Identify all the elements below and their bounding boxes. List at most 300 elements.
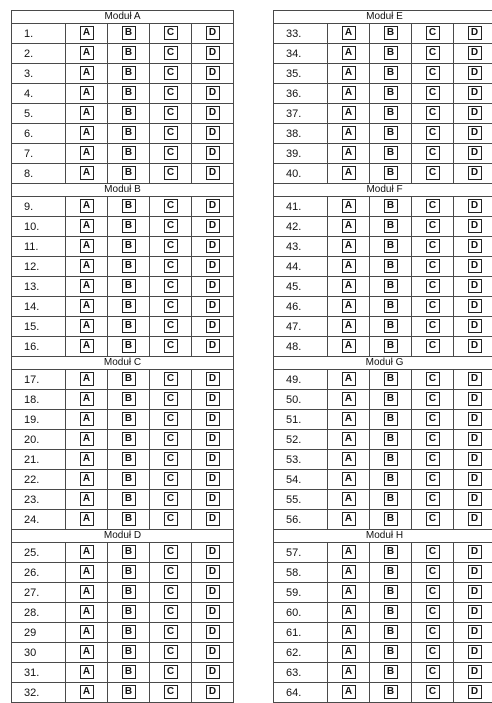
answer-option-d[interactable]: D	[468, 46, 482, 60]
answer-option-c[interactable]: C	[426, 585, 440, 599]
answer-option-a[interactable]: A	[342, 625, 356, 639]
answer-option-d[interactable]: D	[468, 472, 482, 486]
answer-option-b[interactable]: B	[122, 605, 136, 619]
answer-option-a[interactable]: A	[80, 46, 94, 60]
answer-option-b[interactable]: B	[122, 545, 136, 559]
answer-option-a[interactable]: A	[342, 412, 356, 426]
answer-option-d[interactable]: D	[206, 645, 220, 659]
answer-option-a[interactable]: A	[342, 472, 356, 486]
answer-option-c[interactable]: C	[426, 126, 440, 140]
question-number: 64.	[274, 683, 328, 703]
answer-option-d[interactable]: D	[206, 126, 220, 140]
answer-option-a[interactable]: A	[342, 645, 356, 659]
answer-option-b[interactable]: B	[384, 26, 398, 40]
answer-option-d[interactable]: D	[468, 665, 482, 679]
answer-option-c[interactable]: C	[426, 685, 440, 699]
answer-option-d[interactable]: D	[468, 339, 482, 353]
answer-option-d[interactable]: D	[206, 665, 220, 679]
answer-option-a[interactable]: A	[342, 492, 356, 506]
answer-option-d[interactable]: D	[468, 625, 482, 639]
answer-option-c[interactable]: C	[426, 392, 440, 406]
answer-option-d[interactable]: D	[468, 259, 482, 273]
answer-option-a[interactable]: A	[80, 259, 94, 273]
answer-option-b[interactable]: B	[384, 106, 398, 120]
answer-option-b[interactable]: B	[122, 372, 136, 386]
answer-option-a[interactable]: A	[342, 26, 356, 40]
answer-option-d[interactable]: D	[468, 685, 482, 699]
answer-option-d[interactable]: D	[468, 26, 482, 40]
answer-option-c[interactable]: C	[426, 565, 440, 579]
answer-option-b[interactable]: B	[122, 392, 136, 406]
answer-option-a[interactable]: A	[342, 46, 356, 60]
answer-option-c[interactable]: C	[426, 665, 440, 679]
answer-option-b[interactable]: B	[122, 339, 136, 353]
answer-option-a[interactable]: A	[80, 625, 94, 639]
answer-option-a[interactable]: A	[342, 512, 356, 526]
answer-option-d[interactable]: D	[206, 219, 220, 233]
answer-option-a[interactable]: A	[80, 585, 94, 599]
answer-option-b[interactable]: B	[122, 26, 136, 40]
answer-option-a[interactable]: A	[342, 199, 356, 213]
answer-option-a[interactable]: A	[342, 585, 356, 599]
answer-option-d[interactable]: D	[468, 565, 482, 579]
answer-option-a[interactable]: A	[80, 605, 94, 619]
question-row	[274, 217, 492, 237]
answer-cell	[412, 370, 454, 390]
answer-option-a[interactable]: A	[80, 392, 94, 406]
answer-option-b[interactable]: B	[122, 412, 136, 426]
question-number: 20.	[12, 430, 66, 450]
answer-option-d[interactable]: D	[468, 299, 482, 313]
answer-option-c[interactable]: C	[164, 472, 178, 486]
answer-cell	[412, 217, 454, 237]
answer-option-c[interactable]: C	[164, 86, 178, 100]
answer-option-d[interactable]: D	[206, 46, 220, 60]
question-row	[274, 563, 492, 583]
answer-option-b[interactable]: B	[384, 46, 398, 60]
answer-cell	[66, 510, 108, 530]
answer-option-a[interactable]: A	[342, 372, 356, 386]
answer-option-d[interactable]: D	[468, 452, 482, 466]
answer-option-c[interactable]: C	[426, 432, 440, 446]
answer-option-d[interactable]: D	[206, 146, 220, 160]
answer-cell	[150, 490, 192, 510]
answer-option-a[interactable]: A	[342, 545, 356, 559]
answer-option-b[interactable]: B	[122, 319, 136, 333]
answer-option-c[interactable]: C	[164, 259, 178, 273]
answer-option-c[interactable]: C	[164, 199, 178, 213]
answer-cell	[412, 64, 454, 84]
answer-option-b[interactable]: B	[384, 512, 398, 526]
question-row	[274, 24, 492, 44]
answer-option-a[interactable]: A	[80, 685, 94, 699]
answer-option-d[interactable]: D	[468, 199, 482, 213]
answer-option-a[interactable]: A	[80, 319, 94, 333]
answer-option-d[interactable]: D	[206, 685, 220, 699]
answer-option-c[interactable]: C	[426, 452, 440, 466]
answer-option-c[interactable]: C	[164, 239, 178, 253]
answer-option-b[interactable]: B	[384, 545, 398, 559]
answer-option-b[interactable]: B	[122, 106, 136, 120]
answer-option-a[interactable]: A	[80, 86, 94, 100]
answer-option-d[interactable]: D	[468, 319, 482, 333]
answer-option-b[interactable]: B	[384, 146, 398, 160]
answer-option-b[interactable]: B	[384, 685, 398, 699]
answer-option-c[interactable]: C	[426, 199, 440, 213]
answer-option-b[interactable]: B	[384, 199, 398, 213]
answer-option-c[interactable]: C	[426, 239, 440, 253]
answer-option-a[interactable]: A	[80, 645, 94, 659]
answer-option-a[interactable]: A	[80, 412, 94, 426]
answer-option-c[interactable]: C	[164, 126, 178, 140]
answer-cell	[108, 603, 150, 623]
answer-option-b[interactable]: B	[384, 219, 398, 233]
answer-option-b[interactable]: B	[384, 372, 398, 386]
question-number: 24.	[12, 510, 66, 530]
answer-option-b[interactable]: B	[384, 126, 398, 140]
answer-option-d[interactable]: D	[468, 219, 482, 233]
answer-option-a[interactable]: A	[80, 166, 94, 180]
answer-option-d[interactable]: D	[206, 339, 220, 353]
answer-option-d[interactable]: D	[468, 412, 482, 426]
answer-option-c[interactable]: C	[164, 392, 178, 406]
answer-option-a[interactable]: A	[80, 106, 94, 120]
answer-option-c[interactable]: C	[426, 219, 440, 233]
answer-option-b[interactable]: B	[384, 66, 398, 80]
answer-option-d[interactable]: D	[206, 239, 220, 253]
answer-option-c[interactable]: C	[164, 452, 178, 466]
answer-option-d[interactable]: D	[206, 545, 220, 559]
answer-cell	[192, 683, 234, 703]
answer-option-b[interactable]: B	[384, 239, 398, 253]
answer-option-c[interactable]: C	[426, 66, 440, 80]
answer-option-c[interactable]: C	[164, 665, 178, 679]
answer-option-b[interactable]: B	[384, 492, 398, 506]
answer-option-d[interactable]: D	[206, 432, 220, 446]
answer-option-b[interactable]: B	[122, 665, 136, 679]
answer-option-d[interactable]: D	[468, 279, 482, 293]
answer-option-a[interactable]: A	[342, 432, 356, 446]
answer-option-a[interactable]: A	[80, 492, 94, 506]
module-title: Moduł E	[274, 11, 492, 24]
answer-option-b[interactable]: B	[384, 472, 398, 486]
answer-option-c[interactable]: C	[426, 259, 440, 273]
answer-option-d[interactable]: D	[206, 512, 220, 526]
answer-option-c[interactable]: C	[164, 372, 178, 386]
question-row	[274, 44, 492, 64]
answer-option-a[interactable]: A	[342, 605, 356, 619]
answer-option-a[interactable]: A	[80, 26, 94, 40]
answer-option-b[interactable]: B	[384, 412, 398, 426]
answer-option-c[interactable]: C	[426, 146, 440, 160]
answer-option-a[interactable]: A	[80, 239, 94, 253]
question-number: 54.	[274, 470, 328, 490]
answer-option-d[interactable]: D	[206, 26, 220, 40]
answer-option-d[interactable]: D	[206, 585, 220, 599]
answer-option-c[interactable]: C	[164, 412, 178, 426]
answer-option-c[interactable]: C	[426, 412, 440, 426]
answer-option-c[interactable]: C	[164, 219, 178, 233]
answer-option-c[interactable]: C	[164, 432, 178, 446]
answer-table-right	[273, 10, 492, 703]
answer-option-b[interactable]: B	[122, 585, 136, 599]
answer-option-c[interactable]: C	[426, 279, 440, 293]
answer-option-a[interactable]: A	[342, 319, 356, 333]
answer-option-a[interactable]: A	[80, 279, 94, 293]
answer-cell	[412, 124, 454, 144]
answer-option-d[interactable]: D	[468, 239, 482, 253]
answer-option-a[interactable]: A	[80, 299, 94, 313]
answer-option-b[interactable]: B	[384, 279, 398, 293]
answer-option-a[interactable]: A	[342, 665, 356, 679]
answer-option-d[interactable]: D	[206, 259, 220, 273]
answer-option-c[interactable]: C	[426, 605, 440, 619]
answer-option-d[interactable]: D	[468, 106, 482, 120]
answer-option-b[interactable]: B	[122, 259, 136, 273]
answer-option-b[interactable]: B	[384, 86, 398, 100]
question-number: 46.	[274, 297, 328, 317]
answer-option-d[interactable]: D	[468, 146, 482, 160]
answer-option-c[interactable]: C	[426, 339, 440, 353]
answer-cell	[454, 237, 492, 257]
answer-option-d[interactable]: D	[468, 432, 482, 446]
answer-option-a[interactable]: A	[80, 372, 94, 386]
answer-option-c[interactable]: C	[164, 46, 178, 60]
answer-cell	[454, 337, 492, 357]
answer-option-a[interactable]: A	[342, 66, 356, 80]
answer-option-b[interactable]: B	[384, 392, 398, 406]
answer-cell	[328, 470, 370, 490]
answer-option-b[interactable]: B	[384, 605, 398, 619]
answer-option-b[interactable]: B	[122, 685, 136, 699]
answer-option-a[interactable]: A	[342, 219, 356, 233]
answer-option-c[interactable]: C	[164, 512, 178, 526]
answer-option-a[interactable]: A	[342, 106, 356, 120]
answer-option-c[interactable]: C	[164, 605, 178, 619]
answer-cell	[108, 563, 150, 583]
answer-cell	[328, 144, 370, 164]
answer-option-c[interactable]: C	[426, 319, 440, 333]
answer-cell	[454, 144, 492, 164]
answer-option-c[interactable]: C	[426, 46, 440, 60]
answer-option-d[interactable]: D	[206, 319, 220, 333]
answer-option-d[interactable]: D	[468, 645, 482, 659]
answer-option-b[interactable]: B	[384, 339, 398, 353]
answer-option-d[interactable]: D	[468, 86, 482, 100]
answer-option-a[interactable]: A	[80, 512, 94, 526]
answer-option-c[interactable]: C	[164, 625, 178, 639]
answer-option-a[interactable]: A	[80, 565, 94, 579]
answer-option-d[interactable]: D	[468, 126, 482, 140]
answer-option-b[interactable]: B	[122, 625, 136, 639]
answer-option-d[interactable]: D	[468, 605, 482, 619]
answer-option-d[interactable]: D	[206, 106, 220, 120]
answer-option-a[interactable]: A	[342, 146, 356, 160]
answer-option-c[interactable]: C	[164, 279, 178, 293]
answer-option-a[interactable]: A	[342, 452, 356, 466]
answer-option-b[interactable]: B	[122, 432, 136, 446]
question-number: 2.	[12, 44, 66, 64]
answer-option-a[interactable]: A	[80, 545, 94, 559]
answer-cell	[108, 390, 150, 410]
answer-cell	[328, 370, 370, 390]
answer-option-c[interactable]: C	[164, 645, 178, 659]
answer-option-b[interactable]: B	[384, 665, 398, 679]
answer-option-c[interactable]: C	[164, 585, 178, 599]
answer-option-d[interactable]: D	[468, 166, 482, 180]
answer-option-d[interactable]: D	[206, 299, 220, 313]
answer-option-a[interactable]: A	[342, 565, 356, 579]
question-row	[274, 603, 492, 623]
answer-option-b[interactable]: B	[122, 645, 136, 659]
answer-option-d[interactable]: D	[206, 166, 220, 180]
answer-option-b[interactable]: B	[122, 146, 136, 160]
answer-option-c[interactable]: C	[426, 166, 440, 180]
answer-option-c[interactable]: C	[426, 472, 440, 486]
answer-option-a[interactable]: A	[342, 392, 356, 406]
answer-option-b[interactable]: B	[384, 645, 398, 659]
answer-option-d[interactable]: D	[206, 66, 220, 80]
answer-option-a[interactable]: A	[80, 472, 94, 486]
answer-option-c[interactable]: C	[426, 299, 440, 313]
answer-option-c[interactable]: C	[164, 26, 178, 40]
answer-option-d[interactable]: D	[206, 279, 220, 293]
answer-cell	[108, 643, 150, 663]
answer-option-a[interactable]: A	[342, 239, 356, 253]
answer-cell	[370, 144, 412, 164]
answer-option-b[interactable]: B	[122, 66, 136, 80]
answer-option-d[interactable]: D	[468, 492, 482, 506]
answer-option-b[interactable]: B	[384, 452, 398, 466]
answer-option-c[interactable]: C	[426, 492, 440, 506]
answer-option-a[interactable]: A	[80, 66, 94, 80]
answer-option-d[interactable]: D	[206, 372, 220, 386]
answer-option-c[interactable]: C	[164, 685, 178, 699]
answer-option-b[interactable]: B	[384, 319, 398, 333]
answer-option-d[interactable]: D	[206, 565, 220, 579]
answer-option-b[interactable]: B	[122, 565, 136, 579]
answer-option-d[interactable]: D	[468, 66, 482, 80]
answer-option-c[interactable]: C	[164, 66, 178, 80]
answer-option-d[interactable]: D	[468, 512, 482, 526]
answer-option-a[interactable]: A	[342, 166, 356, 180]
answer-option-a[interactable]: A	[342, 126, 356, 140]
answer-option-c[interactable]: C	[426, 86, 440, 100]
answer-option-b[interactable]: B	[384, 565, 398, 579]
answer-option-c[interactable]: C	[164, 492, 178, 506]
answer-option-d[interactable]: D	[468, 372, 482, 386]
answer-option-a[interactable]: A	[80, 126, 94, 140]
answer-option-c[interactable]: C	[426, 512, 440, 526]
answer-option-b[interactable]: B	[384, 299, 398, 313]
answer-option-b[interactable]: B	[122, 299, 136, 313]
answer-option-a[interactable]: A	[342, 86, 356, 100]
answer-option-b[interactable]: B	[122, 512, 136, 526]
answer-option-b[interactable]: B	[384, 625, 398, 639]
answer-option-b[interactable]: B	[122, 472, 136, 486]
answer-option-a[interactable]: A	[80, 146, 94, 160]
answer-option-d[interactable]: D	[206, 605, 220, 619]
answer-option-a[interactable]: A	[342, 339, 356, 353]
answer-option-d[interactable]: D	[206, 452, 220, 466]
answer-option-c[interactable]: C	[164, 166, 178, 180]
answer-option-d[interactable]: D	[206, 492, 220, 506]
answer-option-a[interactable]: A	[80, 339, 94, 353]
answer-option-b[interactable]: B	[384, 585, 398, 599]
answer-option-c[interactable]: C	[426, 625, 440, 639]
answer-option-c[interactable]: C	[164, 319, 178, 333]
answer-cell	[66, 410, 108, 430]
answer-option-d[interactable]: D	[206, 625, 220, 639]
answer-option-b[interactable]: B	[384, 259, 398, 273]
answer-cell	[454, 24, 492, 44]
answer-option-a[interactable]: A	[80, 432, 94, 446]
answer-option-a[interactable]: A	[342, 279, 356, 293]
answer-cell	[66, 603, 108, 623]
answer-option-a[interactable]: A	[80, 665, 94, 679]
answer-option-a[interactable]: A	[80, 199, 94, 213]
question-number: 47.	[274, 317, 328, 337]
answer-option-d[interactable]: D	[468, 585, 482, 599]
answer-option-c[interactable]: C	[426, 372, 440, 386]
answer-option-d[interactable]: D	[206, 412, 220, 426]
answer-cell	[370, 237, 412, 257]
answer-option-b[interactable]: B	[122, 239, 136, 253]
answer-option-b[interactable]: B	[122, 126, 136, 140]
question-row	[274, 237, 492, 257]
answer-option-b[interactable]: B	[122, 492, 136, 506]
answer-option-a[interactable]: A	[80, 219, 94, 233]
answer-option-a[interactable]: A	[342, 299, 356, 313]
answer-option-c[interactable]: C	[164, 545, 178, 559]
answer-cell	[454, 44, 492, 64]
answer-option-b[interactable]: B	[122, 46, 136, 60]
answer-option-d[interactable]: D	[206, 472, 220, 486]
question-row	[274, 370, 492, 390]
answer-cell	[412, 197, 454, 217]
question-row	[274, 257, 492, 277]
answer-option-b[interactable]: B	[122, 219, 136, 233]
answer-option-b[interactable]: B	[122, 452, 136, 466]
answer-cell	[66, 277, 108, 297]
answer-option-c[interactable]: C	[426, 26, 440, 40]
answer-option-b[interactable]: B	[122, 86, 136, 100]
answer-option-c[interactable]: C	[164, 299, 178, 313]
answer-option-b[interactable]: B	[384, 166, 398, 180]
answer-option-b[interactable]: B	[122, 166, 136, 180]
answer-option-b[interactable]: B	[122, 199, 136, 213]
answer-option-d[interactable]: D	[206, 392, 220, 406]
answer-option-b[interactable]: B	[122, 279, 136, 293]
answer-option-c[interactable]: C	[164, 146, 178, 160]
answer-option-a[interactable]: A	[80, 452, 94, 466]
answer-option-d[interactable]: D	[206, 86, 220, 100]
answer-option-d[interactable]: D	[468, 545, 482, 559]
answer-option-a[interactable]: A	[342, 259, 356, 273]
answer-option-c[interactable]: C	[426, 545, 440, 559]
answer-option-d[interactable]: D	[468, 392, 482, 406]
question-number: 28.	[12, 603, 66, 623]
answer-option-b[interactable]: B	[384, 432, 398, 446]
answer-option-c[interactable]: C	[164, 106, 178, 120]
answer-option-c[interactable]: C	[426, 645, 440, 659]
answer-option-a[interactable]: A	[342, 685, 356, 699]
answer-option-d[interactable]: D	[206, 199, 220, 213]
answer-option-c[interactable]: C	[164, 339, 178, 353]
answer-option-c[interactable]: C	[426, 106, 440, 120]
question-row	[12, 450, 234, 470]
answer-option-c[interactable]: C	[164, 565, 178, 579]
